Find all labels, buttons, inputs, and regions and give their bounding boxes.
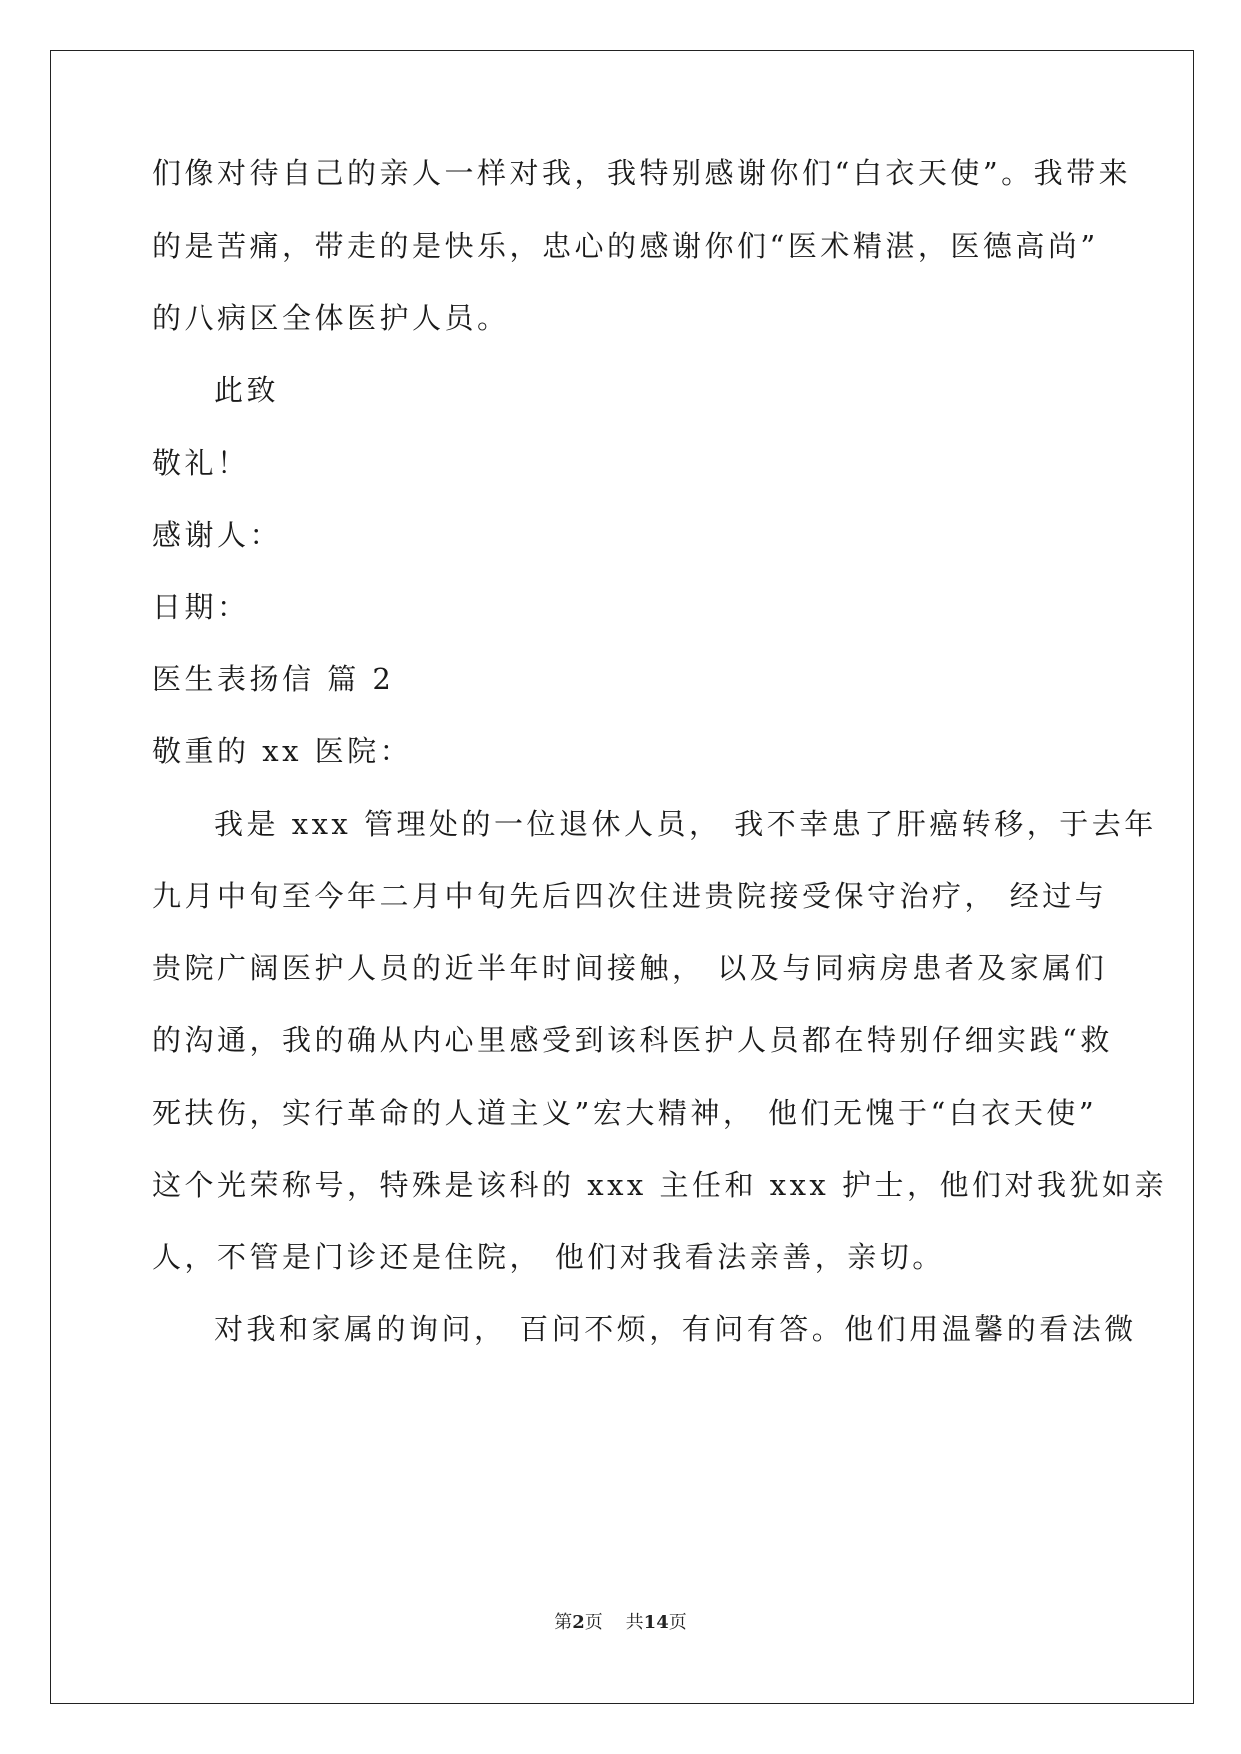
footer-total-pages: 14: [643, 1612, 669, 1633]
section-heading: 医生表扬信 篇 2: [152, 662, 395, 696]
signature-thanker: 感谢人：: [152, 518, 283, 552]
body-line-10: 我是 xxx 管理处的一位退休人员， 我不幸患了肝癌转移，于去年: [214, 807, 1157, 841]
footer-prefix: 第: [554, 1612, 573, 1633]
footer-middle: 页 共: [584, 1612, 644, 1633]
salutation: 敬重的 xx 医院：: [152, 734, 413, 768]
footer-current-page: 2: [572, 1612, 585, 1633]
body-line-17: 对我和家属的询问， 百问不烦，有问有答。他们用温馨的看法微: [214, 1312, 1137, 1346]
body-line-14: 死扶伤，实行革命的人道主义”宏大精神， 他们无愧于“白衣天使”: [152, 1096, 1098, 1130]
signature-date: 日期：: [152, 590, 250, 624]
closing-jingli: 敬礼！: [152, 446, 250, 480]
page-number-footer: [0, 1611, 1241, 1635]
body-line-12: 贵院广阔医护人员的近半年时间接触， 以及与同病房患者及家属们: [152, 951, 1108, 985]
body-line-11: 九月中旬至今年二月中旬先后四次住进贵院接受保守治疗， 经过与: [152, 879, 1108, 913]
body-line-3: 的八病区全体医护人员。: [152, 301, 510, 335]
closing-cizhi: 此致: [214, 373, 280, 407]
body-line-13: 的沟通，我的确从内心里感受到该科医护人员都在特别仔细实践“救: [152, 1023, 1113, 1057]
body-line-1: 们像对待自己的亲人一样对我，我特别感谢你们“白衣天使”。我带来: [152, 156, 1132, 190]
footer-suffix: 页: [668, 1612, 687, 1633]
body-line-2: 的是苦痛，带走的是快乐，忠心的感谢你们“医术精湛，医德高尚”: [152, 229, 1099, 263]
body-line-16: 人，不管是门诊还是住院， 他们对我看法亲善，亲切。: [152, 1240, 945, 1274]
body-line-15: 这个光荣称号，特殊是该科的 xxx 主任和 xxx 护士，他们对我犹如亲: [152, 1168, 1168, 1202]
